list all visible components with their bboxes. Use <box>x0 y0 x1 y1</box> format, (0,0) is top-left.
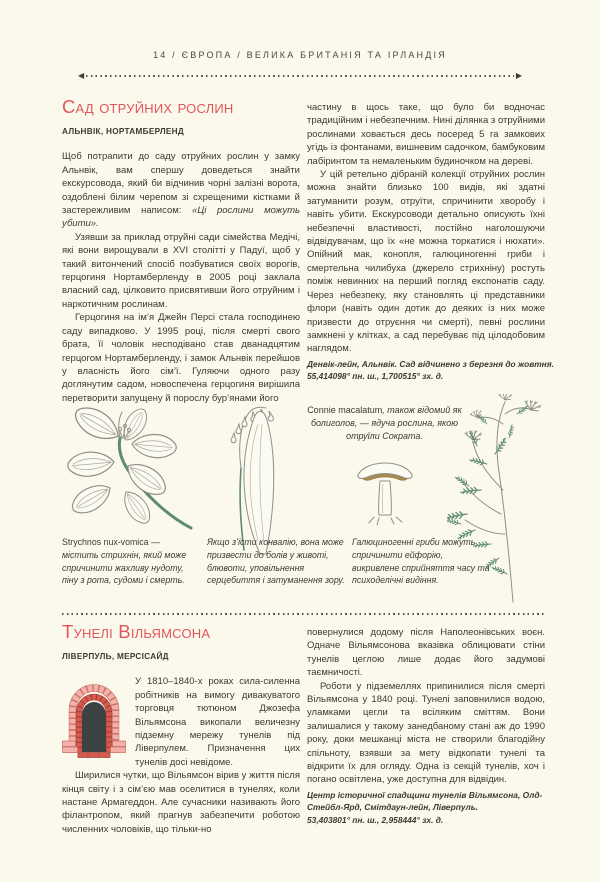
tunnels-location: ЛІВЕРПУЛЬ, МЕРСІСАЙД <box>62 652 169 661</box>
garden-location: АЛЬНВІК, НОРТАМБЕРЛЕНД <box>62 127 184 136</box>
garden-title: Сад отруйних рослин <box>62 96 234 117</box>
caption-strychnos-latin: Strychnos nux-vomica <box>62 537 149 547</box>
tunnels-title: Тунелі Вільямсона <box>62 621 211 642</box>
tunnel-arch-illustration <box>62 677 126 759</box>
section-divider <box>62 613 545 615</box>
dotted-rule <box>86 75 514 77</box>
tunnels-paragraph-3: повернулися додому після Наполеонівських воєн. Одначе Вільямсонова вказівка облицювати стіни тунелів цеглою лише додає його задумові таємничості. <box>307 627 545 679</box>
hemlock-note-latin: Connie macalatum <box>307 405 383 415</box>
garden-column-left <box>62 97 300 405</box>
garden-paragraph-1: Щоб потрапити до саду отруйних рослин у замку Альнвік, вам спершу доведеться знайти екскурсовода, який би відчинив чорні залізні ворота, оздоблені білим черепом зі схрещеними кістками й застережливим написом: «Ці рослини можуть убити». <box>62 151 300 230</box>
garden-address-line: Денвік-лейн, Альнвік. Сад відчинено з березня до жовтня. <box>307 358 554 369</box>
hemlock-note <box>302 404 467 443</box>
tunnels-column-left <box>62 622 300 836</box>
garden-paragraph-2: Узявши за приклад отруйні сади сімейства Медічі, які вони вирощували в XVI столітті у Падуї, щоб у такий витончений спосіб позбуватися своїх ворогів, герцогиня Нортамберленду в 2005 році заклала власний сад, цілковито присвятивши його отруйним і наркотичним рослинам. <box>62 231 300 310</box>
garden-coordinates: 55,414098° пн. ш., 1,700515° зх. д. <box>307 371 444 382</box>
garden-paragraph-4: частину в щось таке, що було би водночас традиційним і небезпечним. Нині ділянка з отруйними рослинами ховається десь посеред 5 га замкових угідь із фонтанами, вишневим садочком, бамбуковим лабіринтом та немаленьким будиночком на дереві. <box>307 102 545 167</box>
tunnels-coordinates: 53,403801° пн. ш., 2,958444° зх. д. <box>307 815 444 826</box>
hemlock-note-text: , також відомий як болиголов, — ядуча рослина, якою отруїли Сократа. <box>310 405 462 442</box>
garden-paragraph-3: Герцогиня на ім’я Джейн Персі стала господинею саду випадково. У 1995 році, після смерті свого брата, її чоловік несподівано став дванадцятим герцогом Нортамберленду, і замок Альнвік перейшов у власність його сім’ї. Гуляючи одного разу доглянутим садом, новоспечена герцогиня вирішила перетворити запущену й порослу бур’янами його <box>62 312 300 404</box>
left-arrow-icon: ◀ <box>78 71 85 80</box>
strychnos-illustration <box>56 396 198 536</box>
tunnels-column-right <box>307 626 545 836</box>
garden-address <box>307 358 554 383</box>
garden-paragraph-5: У цій ретельно дібраній колекції отруйних рослин можна знайти близько 100 видів, які здатні затуманити розум, отруїти, спричинити хворобу і навіть убити. Екскурсоводи детально описують їхні небезпечні властивості, постійно наголошуючи відвідувачам, що їх «не можна торкатися і нюхати». Опійний мак, конопля, галюциногенні гриби і смертельна чилибуха (джерело стрихніну) ростуть поміж невинних на перший погляд експонатів саду. Через небезпеку, яку становлять ці представники флори (навіть один дотик до деяких із них може призвести до отруєння чи смерті), певні рослини замкнені у клітках, а сад перебуває під цілодобовим наглядом. <box>307 169 545 355</box>
lily-of-the-valley-illustration <box>214 400 304 558</box>
figure-caption-mushroom: Галюциногенні гриби можуть спричинити ейфорію, викривлене сприйняття часу та психоделічні видіння. <box>352 537 490 586</box>
garden-column-right <box>307 101 554 405</box>
figure-caption-lily: Якщо з’їсти конвалію, вона може призвести до болів у животі, блювоти, уповільнення серцебиття і затуманення зору. <box>207 537 345 586</box>
mushroom-illustration <box>354 454 416 526</box>
right-arrow-icon: ▶ <box>515 71 522 80</box>
figure-caption-strychnos <box>62 536 198 587</box>
section-tunnels <box>62 622 545 836</box>
tunnels-paragraph-2: Ширилися чутки, що Вільямсон вірив у життя після кінця світу і з сім’єю мав оселитися в тунелях, коли настане Армагеддон. Але сучасники називають його філантропом, який прагнув забезпечити роботою численних чоловіків, що тільки-но <box>62 770 300 835</box>
tunnels-address-line: Центр історичної спадщини тунелів Вільямсона, Олд-Стейбл-Ярд, Смітдаун-лейн, Ліверпуль. <box>307 789 543 813</box>
tunnels-paragraph-4: Роботи у підземеллях припинилися після смерті Вільямсона у 1840 році. Тунелі заповнилися водою, уламками цегли та всіляким сміттям. Вони залишалися у такому занедбаному стані аж до 1990 року, доки мешканці міста не створили благодійну спільноту, взявши за мету відкопати тунелі та відкрити їх для огляду. Одна із секцій тунелів, хоч і погано освітлена, уже доступна для відвідин. <box>307 680 545 786</box>
header-rule <box>78 72 522 80</box>
tunnels-address <box>307 789 545 827</box>
running-header: 14 / ЄВРОПА / ВЕЛИКА БРИТАНІЯ ТА ІРЛАНДІЯ <box>153 50 447 60</box>
tunnels-paragraph-1: У 1810–1840-х роках сила-силенна робітників на вимогу дивакуватого торговця тютюном Джозефа Вільямсона викопали величезну підземну мережу тунелів під Ліверпулем. Призначення цих тунелів досі невідоме. <box>135 676 300 768</box>
caption-strychnos-text: — містить стрихнін, який може спричинити жахливу нудоту, піну з рота, судоми і смерть. <box>62 537 187 586</box>
section-garden <box>62 96 554 405</box>
figures <box>62 396 545 610</box>
